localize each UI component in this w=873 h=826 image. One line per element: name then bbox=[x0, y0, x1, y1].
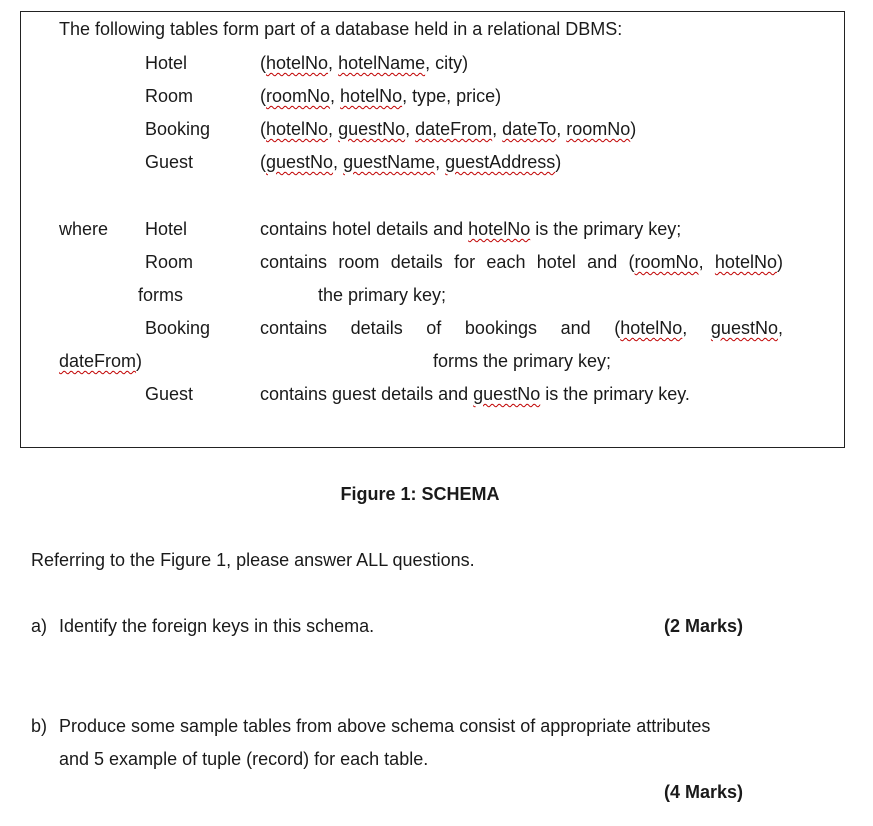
where-booking-datefrom: dateFrom) bbox=[59, 351, 143, 371]
question-b-text-line2: and 5 example of tuple (record) for each table. bbox=[59, 749, 429, 769]
table-attrs-guest: (guestNo, guestName, guestAddress) bbox=[260, 152, 562, 172]
question-b-letter: b) bbox=[31, 716, 48, 736]
table-name-room: Room bbox=[145, 86, 194, 106]
where-booking-cont: forms the primary key; bbox=[433, 351, 612, 371]
instruction-text: Referring to the Figure 1, please answer ALL questions. bbox=[31, 550, 475, 570]
question-b-marks: (4 Marks) bbox=[664, 782, 744, 802]
where-room-name: Room bbox=[145, 252, 194, 272]
figure-caption: Figure 1: SCHEMA bbox=[340, 484, 500, 504]
where-booking-name: Booking bbox=[145, 318, 211, 338]
table-name-guest: Guest bbox=[145, 152, 194, 172]
where-room-cont: the primary key; bbox=[318, 285, 447, 305]
question-b-text-line1: Produce some sample tables from above schema consist of appropriate attributes bbox=[59, 716, 711, 736]
where-hotel-desc: contains hotel details and hotelNo is the primary key; bbox=[260, 219, 682, 239]
where-room-forms: forms bbox=[138, 285, 183, 305]
table-name-hotel: Hotel bbox=[145, 53, 188, 73]
where-label: where bbox=[59, 219, 109, 239]
where-booking-desc: contains details of bookings and (hotelNo, guestNo, bbox=[260, 318, 783, 338]
table-name-booking: Booking bbox=[145, 119, 211, 139]
question-a-marks: (2 Marks) bbox=[664, 616, 744, 636]
where-guest-name: Guest bbox=[145, 384, 194, 404]
question-a-text: Identify the foreign keys in this schema. bbox=[59, 616, 375, 636]
where-room-desc: contains room details for each hotel and (roomNo, hotelNo) bbox=[260, 252, 783, 272]
question-a-letter: a) bbox=[31, 616, 48, 636]
schema-intro: The following tables form part of a database held in a relational DBMS: bbox=[59, 19, 623, 39]
where-guest-desc: contains guest details and guestNo is the primary key. bbox=[260, 384, 690, 404]
table-attrs-room: (roomNo, hotelNo, type, price) bbox=[260, 86, 502, 106]
where-hotel-name: Hotel bbox=[145, 219, 188, 239]
table-attrs-hotel: (hotelNo, hotelName, city) bbox=[260, 53, 469, 73]
table-attrs-booking: (hotelNo, guestNo, dateFrom, dateTo, roomNo) bbox=[260, 119, 637, 139]
